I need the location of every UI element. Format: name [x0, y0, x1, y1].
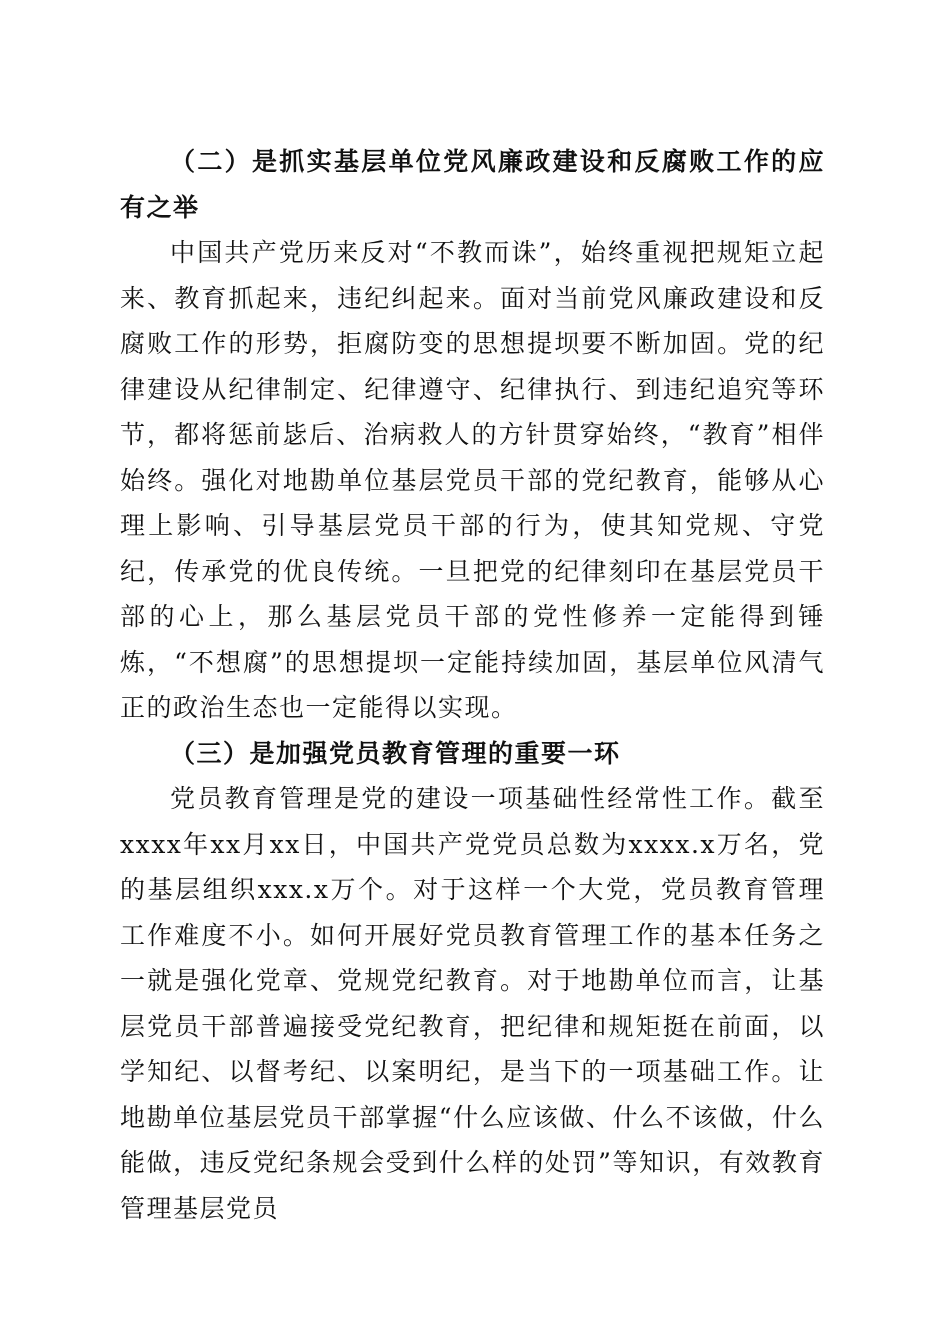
section-heading-2: （二）是抓实基层单位党风廉政建设和反腐败工作的应有之举: [120, 147, 825, 222]
section-heading-3: （三）是加强党员教育管理的重要一环: [170, 738, 621, 768]
section-paragraph-3: 党员教育管理是党的建设一项基础性经常性工作。截至xxxx年xx月xx日，中国共产党党员总数为xxxx.x万名，党的基层组织xxx.x万个。对于这样一个大党，党员教育管理工作难度不小。如何开展好党员教育管理工作的基本任务之一就是强化党章、党规党纪教育。对于地勘单位而言，让基层党员干部普遍接受党纪教育，把纪律和规矩挺在前面，以学知纪、以督考纪、以案明纪，是当下的一项基础工作。让地勘单位基层党员干部掌握“什么应该做、什么不该做，什么能做，违反党纪条规会受到什么样的处罚”等知识，有效教育管理基层党员: [120, 784, 825, 1223]
document-body: [120, 139, 825, 1231]
section-paragraph-2: 中国共产党历来反对“不教而诛”，始终重视把规矩立起来、教育抓起来，违纪纠起来。面对当前党风廉政建设和反腐败工作的形势，拒腐防变的思想提坝要不断加固。党的纪律建设从纪律制定、纪律遵守、纪律执行、到违纪追究等环节，都将惩前毖后、治病救人的方针贯穿始终，“教育”相伴始终。强化对地勘单位基层党员干部的党纪教育，能够从心理上影响、引导基层党员干部的行为，使其知党规、守党纪，传承党的优良传统。一旦把党的纪律刻印在基层党员干部的心上，那么基层党员干部的党性修养一定能得到锤炼，“不想腐”的思想提坝一定能持续加固，基层单位风清气正的政治生态也一定能得以实现。: [120, 238, 825, 722]
